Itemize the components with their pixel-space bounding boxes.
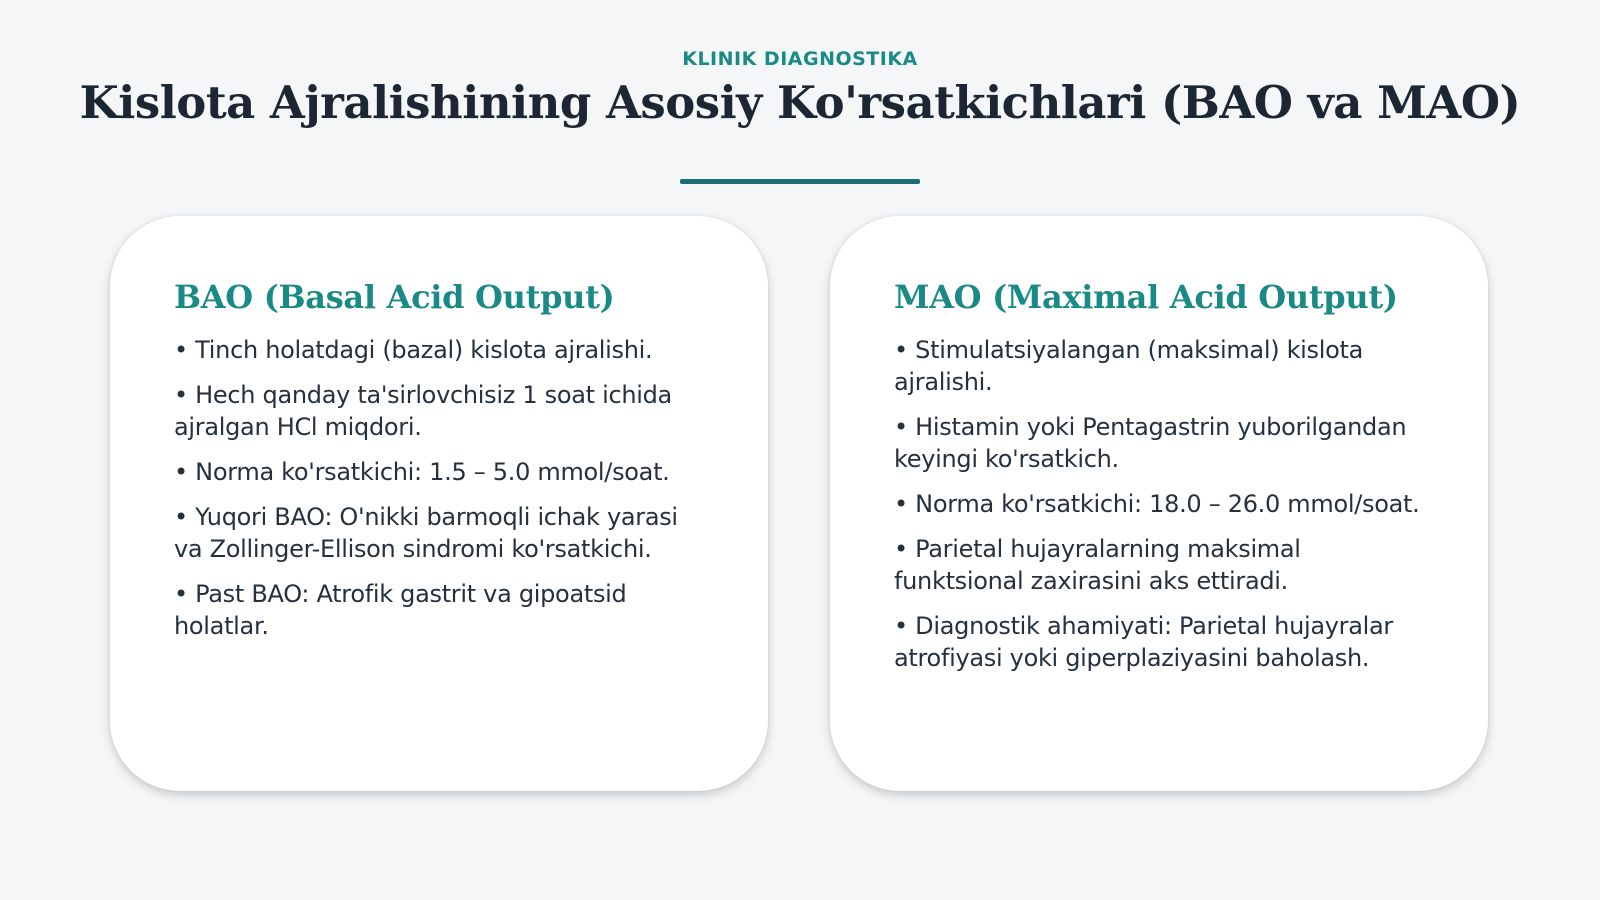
mao-list-item: • Norma ko'rsatkichi: 18.0 – 26.0 mmol/soat. [894,490,1420,518]
mao-list [894,334,1432,674]
mao-list-item: • Parietal hujayralarning maksimal funktsional zaxirasini aks ettiradi. [894,535,1301,595]
mao-list-item: • Diagnostik ahamiyati: Parietal hujayralar atrofiyasi yoki giperplaziyasini baholash. [894,612,1393,672]
bao-list-item: • Hech qanday ta'sirlovchisiz 1 soat ichida ajralgan HCl miqdori. [174,381,672,441]
bao-list-item: • Yuqori BAO: O'nikki barmoqli ichak yarasi va Zollinger-Ellison sindromi ko'rsatkichi. [174,503,678,563]
bao-card-title: BAO (Basal Acid Output) [174,278,615,316]
bao-list [174,334,712,642]
mao-card [830,216,1488,791]
bao-card [110,216,768,791]
mao-list-item: • Stimulatsiyalangan (maksimal) kislota ajralishi. [894,336,1364,396]
mao-card-title: MAO (Maximal Acid Output) [894,278,1398,316]
page-title: Kislota Ajralishining Asosiy Ko'rsatkichlari (BAO va MAO) [79,76,1521,129]
bao-list-item: • Past BAO: Atrofik gastrit va gipoatsid holatlar. [174,580,627,640]
mao-list-item: • Histamin yoki Pentagastrin yuborilgandan keyingi ko'rsatkich. [894,413,1407,473]
bao-list-item: • Norma ko'rsatkichi: 1.5 – 5.0 mmol/soat. [174,458,670,486]
title-divider [680,179,920,184]
bao-list-item: • Tinch holatdagi (bazal) kislota ajralishi. [174,336,653,364]
eyebrow-label: KLINIK DIAGNOSTIKA [682,48,918,70]
